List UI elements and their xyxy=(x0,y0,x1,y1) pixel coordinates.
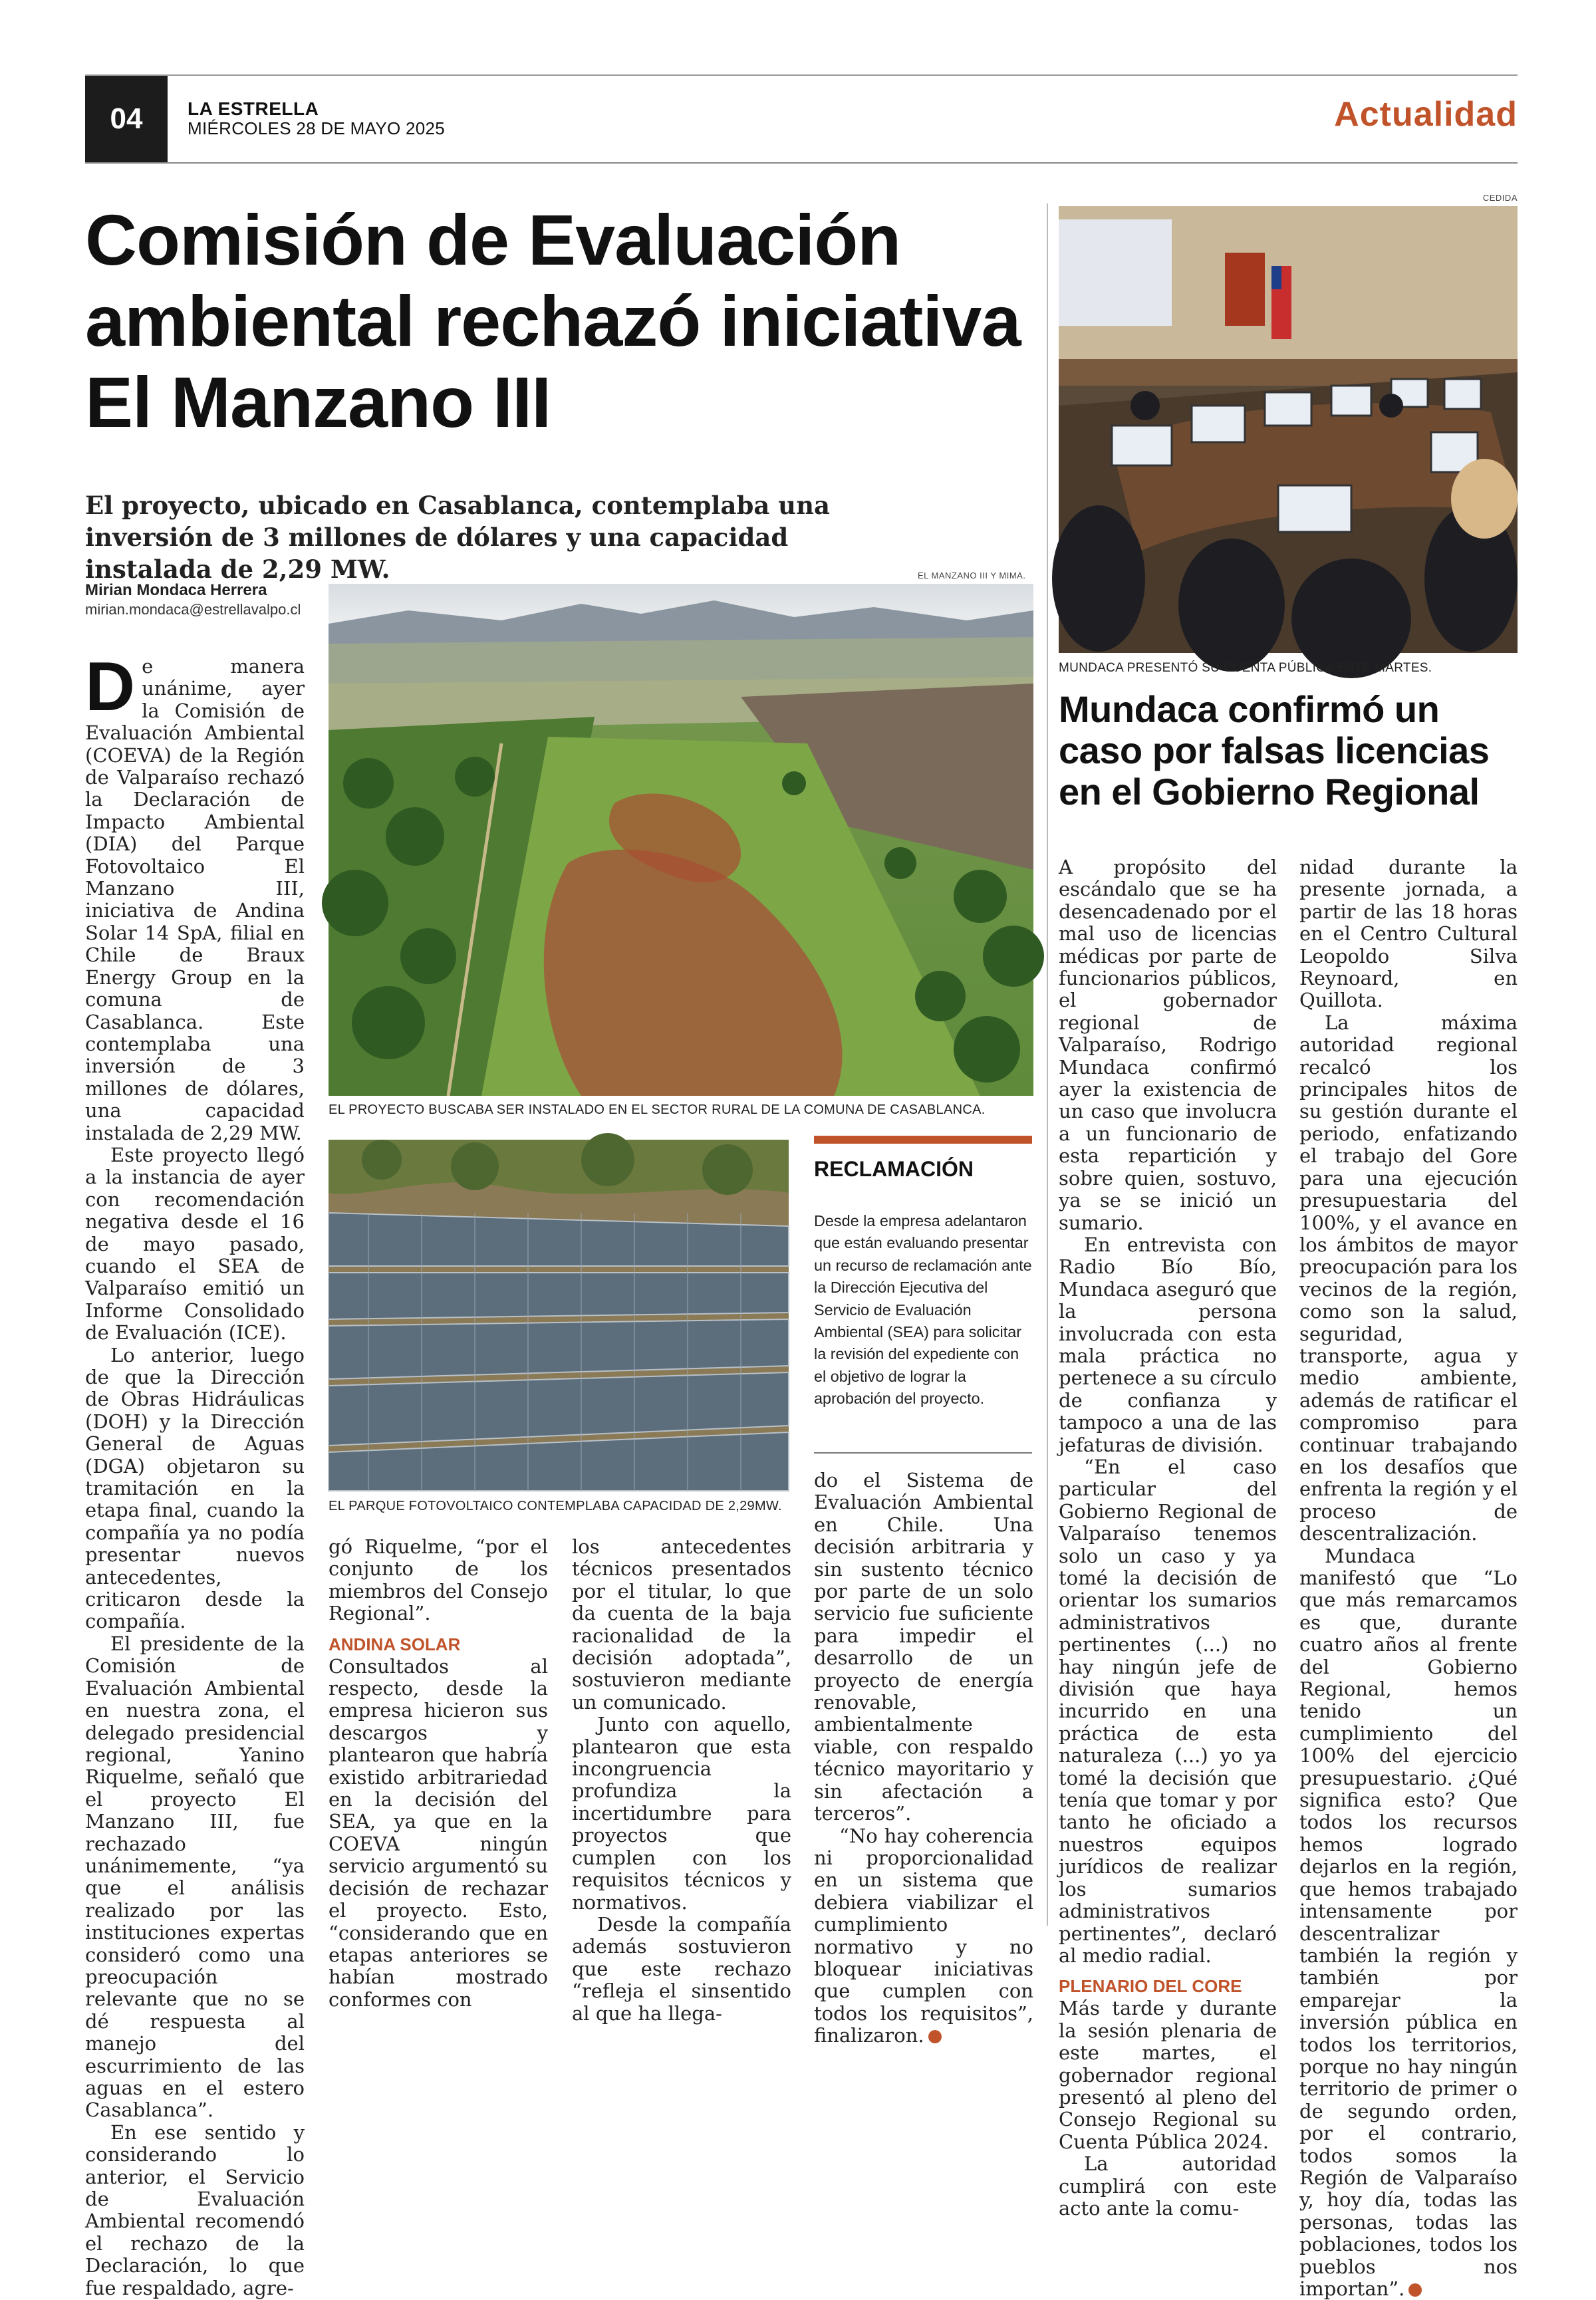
drop-cap: D xyxy=(85,648,136,725)
council-photo xyxy=(1059,206,1518,653)
sidebar-text: Desde la empresa adelantaron que están evaluando presentar un recurso de reclamación ante la Dirección Ejecutiva del Servicio de Evaluación Ambiental (SEA) para solicitar la revisión del expediente con el objetivo de lograr la aprobación del proyecto. xyxy=(814,1212,1032,1408)
end-mark-icon: + xyxy=(928,2030,942,2043)
article-divider xyxy=(1047,203,1048,1926)
main-col2: gó Riquelme, “por el conjunto de los miembros del Consejo Regional”. ANDINA SOLAR Consultados al respecto, desde la empresa hicieron sus descargos y plantearon que habría existido arbitrariedad en la decisión del SEA, ya que en la COEVA ningún servicio argumentó su decisión de rechazar el proyecto. Esto, “considerando que en etapas anteriores se habían mostrado conformes con xyxy=(329,1535,548,2011)
photo1-credit: EL MANZANO III Y MIMA. xyxy=(918,571,1026,580)
aerial-photo xyxy=(329,584,1033,1096)
subhead-plenario: PLENARIO DEL CORE xyxy=(1059,1976,1242,1997)
section-label: Actualidad xyxy=(1334,95,1518,134)
sidebar-title: RECLAMACIÓN xyxy=(814,1157,974,1181)
page-number: 04 xyxy=(110,102,143,135)
main-deck: El proyecto, ubicado en Casablanca, contemplaba una inversión de 3 millones de dólares y una capacidad instalada de 2,29 MW. xyxy=(85,491,830,584)
photo3-caption: MUNDACA PRESENTÓ SU CUENTA PÚBLICA ESTE MARTES. xyxy=(1059,661,1432,675)
sidebar-bottom-rule xyxy=(814,1452,1032,1454)
sidebar-rule xyxy=(814,1136,1032,1144)
end-mark-icon: + xyxy=(1408,2283,1422,2297)
author-name: Mirian Mondaca Herrera xyxy=(85,581,267,599)
second-col1: A propósito del escándalo que se ha desencadenado por el mal uso de licencias médicas por parte de funcionarios públicos, el gobernador regional de Valparaíso, Rodrigo Mundaca confirmó ayer la existencia de un caso que involucra a un funcionario de esta repartición y sobre quien, sostuvo, ya se se inició un sumario. En entrevista con Radio Bío Bío, Mundaca aseguró que la persona involucrada con esta mala práctica no pertenece a su círculo de confianza y tampoco a una de las jefaturas de división. “En el caso particular del Gobierno Regional de Valparaíso tenemos solo un caso y ya tomé la decisión de orientar los sumarios administrativos pertinentes (...) no hay ningún jefe de división que haya incurrido en una práctica de esta naturaleza (...) yo ya tomé la decisión que tenía que tomar y por tanto he oficiado a nuestros equipos jurídicos de realizar los sumarios administrativos pertinentes”, declaró al medio radial. PLENARIO DEL CORE Más tarde y durante la sesión plenaria de este martes, el gobernador regional presentó al pleno del Consejo Regional su Cuenta Pública 2024. La autoridad cumplirá con este acto ante la comu- xyxy=(1059,856,1277,2220)
publication-date: MIÉRCOLES 28 DE MAYO 2025 xyxy=(188,118,446,138)
photo1-caption: EL PROYECTO BUSCABA SER INSTALADO EN EL SECTOR RURAL DE LA COMUNA DE CASABLANCA. xyxy=(329,1102,986,1117)
main-headline: Comisión de Evaluación ambiental rechazó iniciativa El Manzano III xyxy=(85,199,1021,442)
main-col4: do el Sistema de Evaluación Ambiental en Chile. Una decisión arbitraria y sin sustento técnico por parte de un solo servicio fue suficiente para impedir el desarrollo de un proyecto de energía renovable, ambientalmente viable, con respaldo técnico mayoritario y sin afectación a terceros”. “No hay coherencia ni proporcionalidad en un sistema que debiera viabilizar el cumplimiento normativo y no bloquear iniciativas que cumplen con todos los requisitos”, finalizaron. + xyxy=(814,1469,1033,2047)
solar-photo xyxy=(329,1140,789,1491)
page-number-box xyxy=(85,76,168,162)
main-col3: los antecedentes técnicos presentados por el titular, lo que da cuenta de la baja racionalidad de la decisión adoptada”, sostuvieron mediante un comunicado. Junto con aquello, plantearon que esta incongruencia profundiza la incertidumbre para proyectos que cumplen con los requisitos técnicos y normativos. Desde la compañía además sostuvieron que este rechazo “refleja el sinsentido al que ha llega- xyxy=(572,1535,791,2025)
photo3-credit: CEDIDA xyxy=(1482,193,1518,203)
second-headline: Mundaca confirmó un caso por falsas licencias en el Gobierno Regional xyxy=(1059,688,1490,813)
top-rule xyxy=(85,74,1518,76)
second-col2: nidad durante la presente jornada, a partir de las 18 horas en el Centro Cultural Leopoldo Silva Reynoard, en Quillota. La máxima autoridad regional recalcó los principales hitos de su gestión durante el periodo, enfatizando el trabajo del Gore para una ejecución presupuestaria del 100%, y el avance en los ámbitos de mayor preocupación para los vecinos de la región, como son la salud, seguridad, transporte, agua y medio ambiente, además de ratificar el compromiso para continuar trabajando en los desafíos que enfrenta la región y el proceso de descentralización. Mundaca manifestó que “Lo que más remarcamos es que, durante cuatro años al frente del Gobierno Regional, hemos tenido un cumplimiento del 100% del ejercicio presupuestario. ¿Qué significa esto? Que todos los recursos hemos logrado dejarlos en la región, que hemos trabajado intensamente por descentralizar también la región y también por emparejar la inversión pública en todos los territorios, porque no hay ningún territorio de primer o de segundo orden, por el contrario, todos somos la Región de Valparaíso y, hoy día, todas las personas, todas las poblaciones, todos los pueblos nos importan”. + xyxy=(1299,856,1518,2300)
author-email: mirian.mondaca@estrellavalpo.cl xyxy=(85,601,301,618)
photo2-caption: EL PARQUE FOTOVOLTAICO CONTEMPLABA CAPACIDAD DE 2,29MW. xyxy=(329,1499,782,1513)
main-col1: De manera unánime, ayer la Comisión de Evaluación Ambiental (COEVA) de la Región de Valparaíso rechazó la Declaración de Impacto Ambiental (DIA) del Parque Fotovoltaico El Manzano III, iniciativa de Andina Solar 14 SpA, filial en Chile de Braux Energy Group en la comuna de Casablanca. Este contemplaba una inversión de 3 millones de dólares, una capacidad instalada de 2,29 MW. Este proyecto llegó a la instancia de ayer con recomendación negativa desde el 16 de mayo pasado, cuando el SEA de Valparaíso emitió un Informe Consolidado de Evaluación (ICE). Lo anterior, luego de que la Dirección de Obras Hidráulicas (DOH) y la Dirección General de Aguas (DGA) objetaron su tramitación en la etapa final, cuando la compañía ya no podía presentar nuevos antecedentes, criticaron desde la compañía. El presidente de la Comisión de Evaluación Ambiental en nuestra zona, el delegado presidencial regional, Yanino Riquelme, señaló que el proyecto El Manzano III, fue rechazado unánimemente, “ya que el análisis realizado por las instituciones expertas consideró como una preocupación relevante que no se dé respuesta al manejo del escurrimiento de las aguas en el estero Casablanca”. En ese sentido y considerando lo anterior, el Servicio de Evaluación Ambiental recomendó el rechazo de la Declaración, lo que fue respaldado, agre- xyxy=(85,648,305,2299)
publication-name: LA ESTRELLA xyxy=(188,98,319,119)
header-bottom-rule xyxy=(85,162,1518,164)
subhead-andina-solar: ANDINA SOLAR xyxy=(329,1634,461,1654)
